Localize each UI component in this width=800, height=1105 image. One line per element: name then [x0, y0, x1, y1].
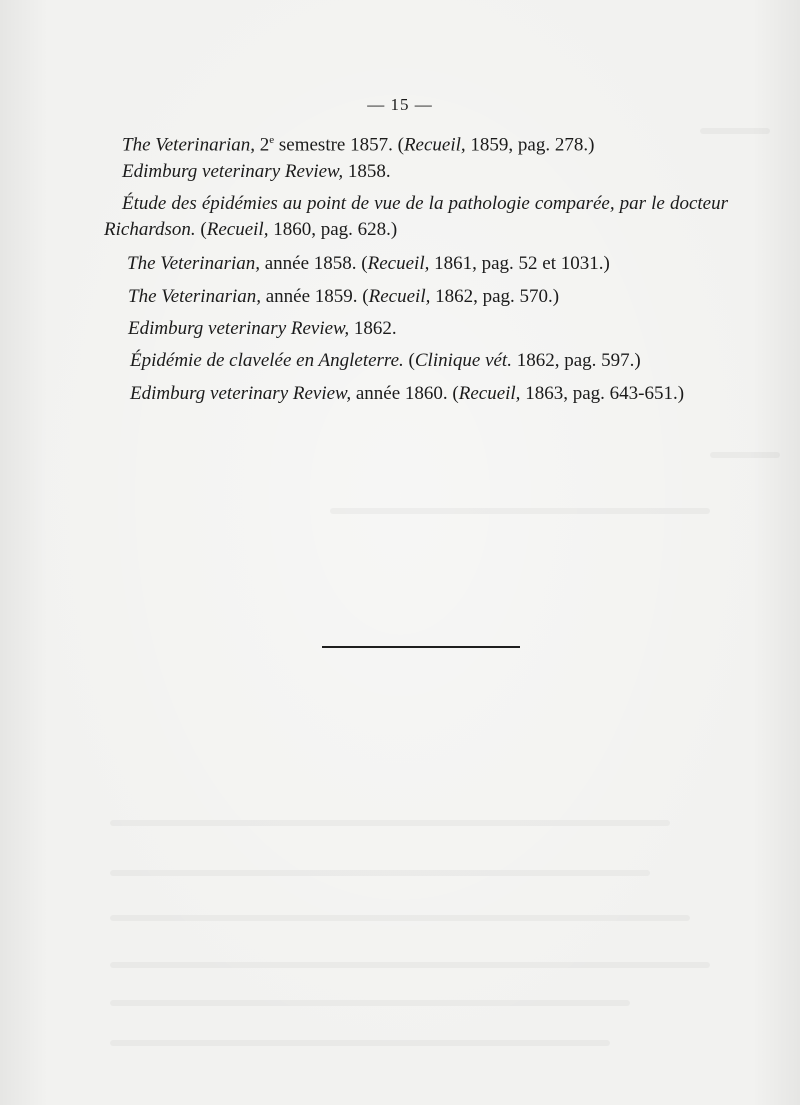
superscript: e	[269, 134, 275, 146]
bibliography-entry	[128, 284, 559, 310]
section-divider-rule	[322, 646, 520, 648]
bibliography-entry	[130, 348, 641, 374]
bibliography-entry	[128, 316, 397, 342]
journal-title: The Veterinarian,	[128, 286, 261, 307]
show-through-mark	[110, 1040, 610, 1046]
page-number: — 15 —	[367, 95, 433, 114]
show-through-mark	[330, 508, 710, 514]
show-through-mark	[110, 962, 710, 968]
entry-citation: 1859, pag. 278.)	[465, 134, 595, 156]
show-through-mark	[110, 820, 670, 826]
entry-text: (	[403, 350, 415, 371]
journal-title: The Veterinarian,	[122, 134, 255, 156]
journal-title: Edimburg veterinary Review,	[128, 318, 350, 339]
source-title: Recueil,	[368, 286, 431, 307]
entry-text: année 1860. (	[351, 383, 459, 404]
work-title: Épidémie de clavelée en Angleterre.	[130, 350, 404, 371]
entry-citation: 1863, pag. 643-651.)	[520, 383, 685, 404]
work-title: Étude des épidémies au point de vue de la pathologie comparée, par le docteur Richardson.	[104, 193, 728, 240]
entry-citation: 1862.	[349, 318, 397, 339]
entry-citation: 1860, pag. 628.)	[268, 219, 398, 240]
entry-text: année 1858. (	[260, 253, 368, 274]
entry-citation: 1858.	[343, 161, 391, 182]
show-through-mark	[710, 452, 780, 458]
source-title: Recueil,	[367, 253, 430, 274]
entry-citation: 1861, pag. 52 et 1031.)	[429, 253, 610, 274]
entry-text: 2	[255, 134, 270, 156]
bibliography-entry	[122, 127, 594, 158]
journal-title: Edimburg veterinary Review,	[130, 383, 352, 404]
entry-citation: 1862, pag. 570.)	[430, 286, 560, 307]
show-through-mark	[110, 1000, 630, 1006]
journal-title: The Veterinarian,	[127, 253, 260, 274]
source-title: Recueil,	[403, 134, 466, 156]
show-through-mark	[700, 128, 770, 134]
entry-text: semestre 1857. (	[274, 134, 404, 156]
show-through-mark	[110, 870, 650, 876]
entry-citation: 1862, pag. 597.)	[511, 350, 641, 371]
bibliography-entry	[127, 251, 610, 277]
journal-title: Edimburg veterinary Review,	[122, 161, 344, 182]
entry-text: année 1859. (	[261, 286, 369, 307]
source-title: Recueil,	[458, 383, 521, 404]
entry-text: (	[195, 219, 207, 240]
bibliography-entry	[122, 159, 391, 185]
show-through-mark	[110, 915, 690, 921]
bibliography-entry	[130, 381, 684, 407]
source-title: Recueil,	[206, 219, 269, 240]
source-title: Clinique vét.	[414, 350, 512, 371]
bibliography-entry	[104, 191, 728, 243]
